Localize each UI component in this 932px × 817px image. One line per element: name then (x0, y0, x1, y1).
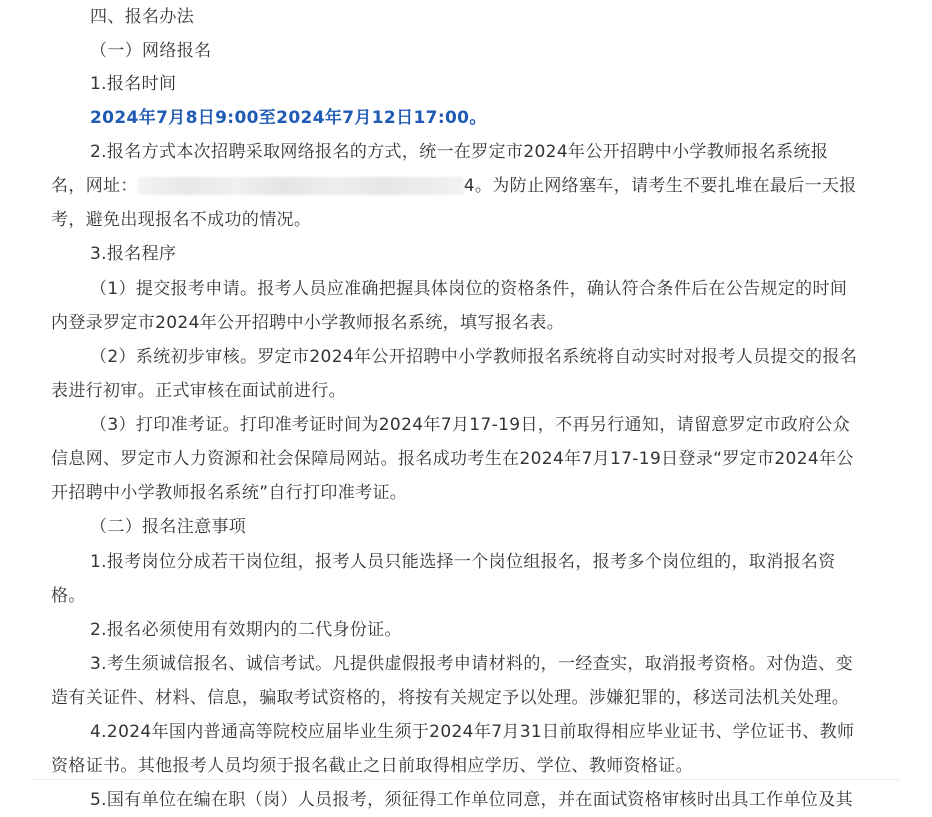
procedure-step3-line2: 信息网、罗定市人力资源和社会保障局网站。报名成功考生在2024年7月17-19日登录“罗定市2024年公 (51, 449, 854, 469)
procedure-step3-line1: （3）打印准考证。打印准考证时间为2024年7月17-19日，不再另行通知，请留意罗定市政府公众 (90, 415, 851, 435)
note1-line2: 格。 (51, 586, 86, 606)
note4-line2: 资格证书。其他报考人员均须于报名截止之日前取得相应学历、学位、教师资格证。 (51, 756, 693, 776)
subsection-notes: （二）报名注意事项 (90, 517, 247, 537)
note2: 2.报名必须使用有效期内的二代身份证。 (90, 620, 402, 640)
registration-time-value: 2024年7月8日9:00至2024年7月12日17:00。 (90, 108, 487, 128)
procedure-label: 3.报名程序 (90, 244, 177, 264)
subsection-online-registration: （一）网络报名 (90, 41, 212, 61)
procedure-step2-line2: 表进行初审。正式审核在面试前进行。 (51, 381, 346, 401)
procedure-step3-line3: 开招聘中小学教师报名系统”自行打印准考证。 (51, 483, 408, 503)
registration-time-label: 1.报名时间 (90, 74, 177, 94)
method-paragraph-line1: 2.报名方式本次招聘采取网络报名的方式，统一在罗定市2024年公开招聘中小学教师报名系统报 (90, 142, 829, 162)
procedure-step2-line1: （2）系统初步审核。罗定市2024年公开招聘中小学教师报名系统将自动实时对报考人员提交的报名 (90, 347, 858, 367)
note3-line1: 3.考生须诚信报名、诚信考试。凡提供虚假报考申请材料的，一经查实，取消报考资格。对伪造、变 (90, 654, 853, 674)
note1-line1: 1.报考岗位分成若干岗位组，报考人员只能选择一个岗位组报名，报考多个岗位组的，取消报名资 (90, 552, 836, 572)
procedure-step1-line1: （1）提交报考申请。报考人员应准确把握具体岗位的资格条件，确认符合条件后在公告规定的时间 (90, 279, 848, 299)
method-url-suffix: 4。为防止网络塞车，请考生不要扎堆在最后一天报 (463, 176, 857, 196)
method-paragraph-line2 (51, 169, 857, 203)
redacted-url (138, 177, 464, 195)
note5-line1: 5.国有单位在编在职（岗）人员报考，须征得工作单位同意，并在面试资格审核时出具工作单位及其 (90, 790, 853, 810)
method-url-prefix: 名，网址： (51, 176, 138, 196)
divider (30, 779, 900, 780)
section-heading: 四、报名办法 (90, 7, 195, 27)
method-paragraph-line3: 考，避免出现报名不成功的情况。 (51, 210, 312, 230)
procedure-step1-line2: 内登录罗定市2024年公开招聘中小学教师报名系统，填写报名表。 (51, 313, 565, 333)
note3-line2: 造有关证件、材料、信息，骗取考试资格的，将按有关规定予以处理。涉嫌犯罪的，移送司法机关处理。 (51, 688, 850, 708)
note4-line1: 4.2024年国内普通高等院校应届毕业生须于2024年7月31日前取得相应毕业证书、学位证书、教师 (90, 722, 855, 742)
